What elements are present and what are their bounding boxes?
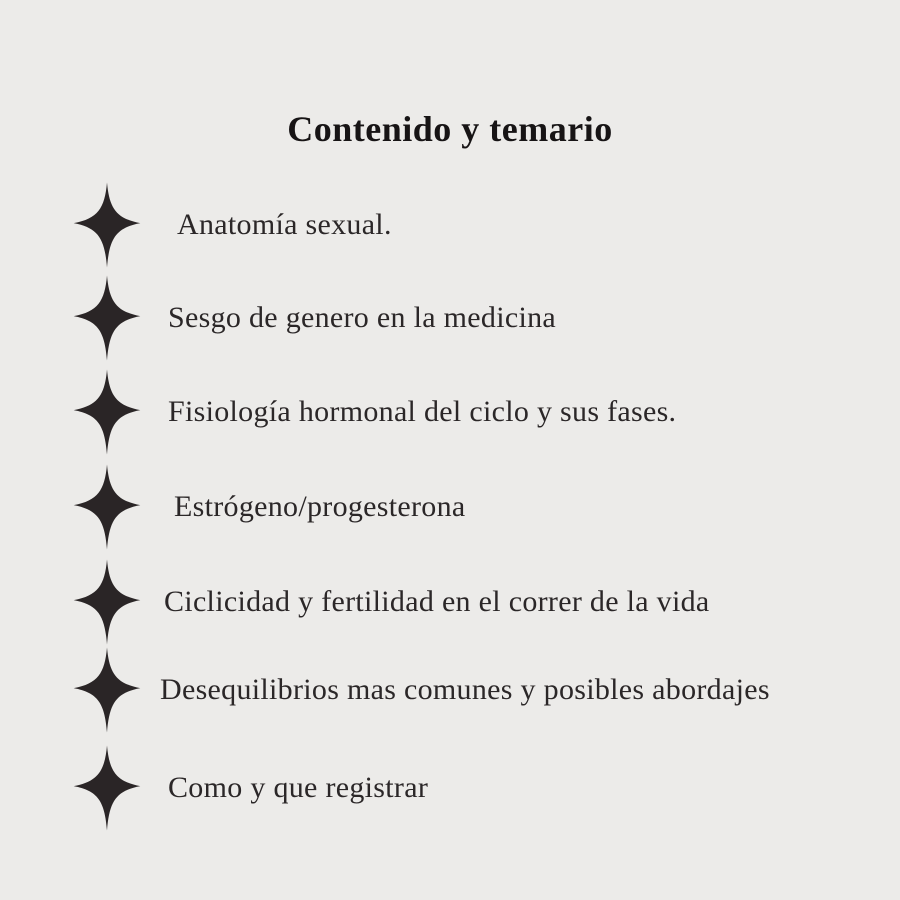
page-title: Contenido y temario [287,109,613,150]
sparkle-icon [70,742,144,834]
list-item [0,644,900,736]
sparkle-icon [70,556,144,648]
sparkle-icon [70,272,144,364]
list-item-label: Fisiología hormonal del ciclo y sus fases. [168,395,677,428]
list-item-label: Anatomía sexual. [177,208,392,241]
sparkle-icon [70,644,144,736]
list-item [0,179,900,271]
list-item-label: Como y que registrar [168,771,429,804]
list-item-label: Estrógeno/progesterona [174,490,466,523]
list-item [0,366,900,458]
list-item [0,556,900,648]
sparkle-icon [70,461,144,553]
list-item [0,742,900,834]
list-item-label: Sesgo de genero en la medicina [168,301,557,334]
list-item [0,461,900,553]
list-item [0,272,900,364]
list-item-label: Ciclicidad y fertilidad en el correr de la vida [164,585,710,618]
sparkle-icon [70,366,144,458]
list-item-label: Desequilibrios mas comunes y posibles abordajes [160,673,770,706]
sparkle-icon [70,179,144,271]
